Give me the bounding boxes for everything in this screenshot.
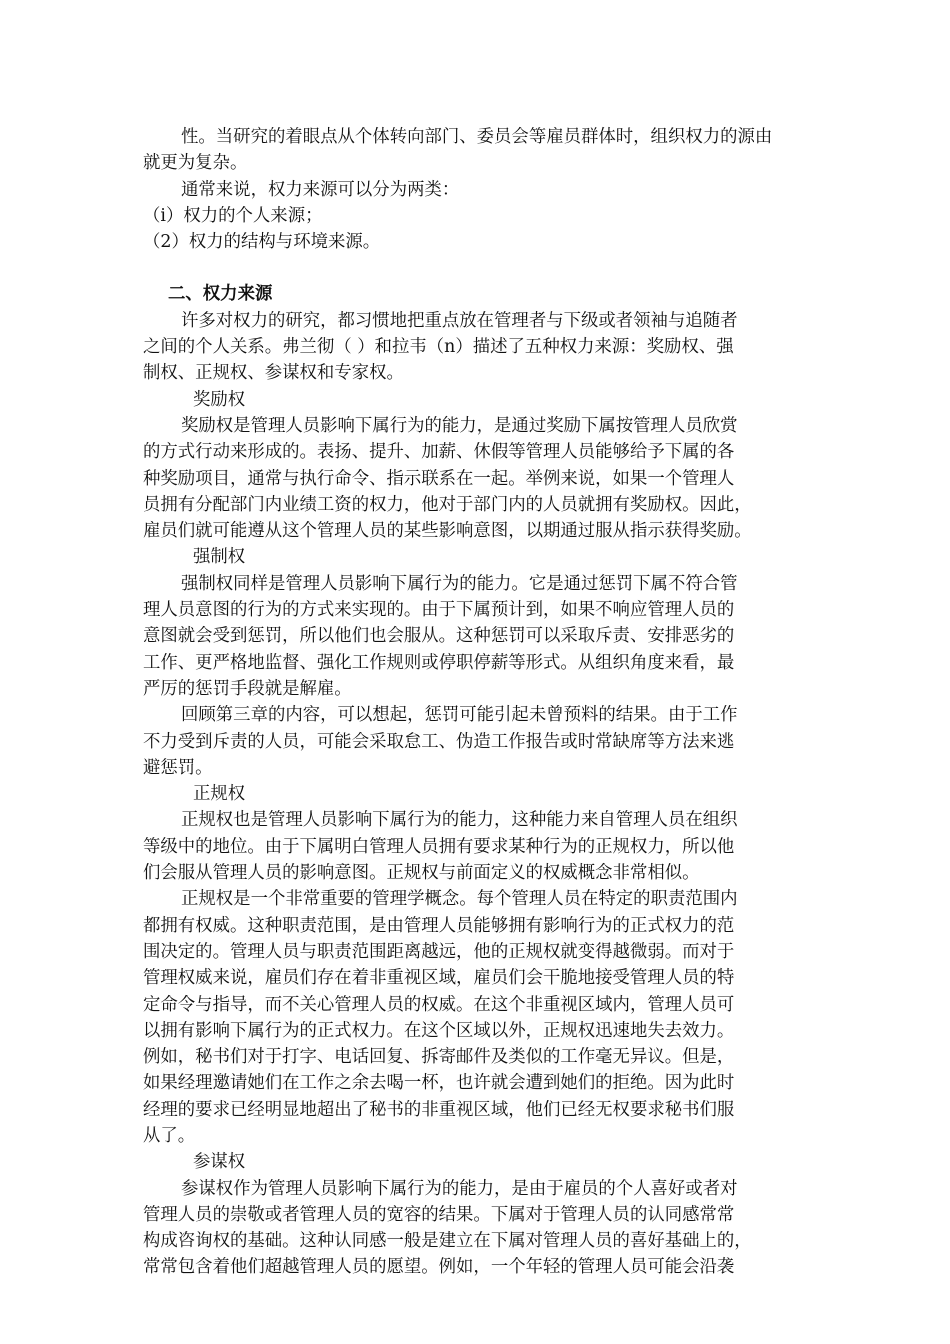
text-line: 正规权是一个非常重要的管理学概念。每个管理人员在特定的职责范围内: [181, 889, 738, 910]
paragraph: [143, 886, 823, 1149]
text-line: 工作、更严格地监督、强化工作规则或停职停薪等形式。从组织角度来看，最: [143, 652, 735, 673]
text-line: （2）权力的结构与环境来源。: [143, 232, 381, 253]
paragraph-gap: [143, 255, 823, 281]
text-line: 就更为复杂。: [143, 153, 248, 174]
text-line: 定命令与指导，而不关心管理人员的权威。在这个非重视区域内，管理人员可: [143, 994, 735, 1015]
text-line: 意图就会受到惩罚，所以他们也会服从。这种惩罚可以采取斥责、安排恶劣的: [143, 626, 735, 647]
paragraph: [143, 807, 823, 886]
text-line: 参谋权作为管理人员影响下属行为的能力，是由于雇员的个人喜好或者对: [181, 1178, 738, 1199]
paragraph: [143, 308, 823, 387]
text-line: 回顾第三章的内容，可以想起，惩罚可能引起未曾预料的结果。由于工作: [181, 705, 738, 726]
document-page: [143, 124, 823, 1281]
subsection-heading: [143, 387, 823, 413]
paragraph: [143, 571, 823, 702]
text-line: 理人员意图的行为的方式来实现的。由于下属预计到，如果不响应管理人员的: [143, 600, 735, 621]
subsection-heading: [143, 781, 823, 807]
subsection-heading: [143, 544, 823, 570]
text-line: 的方式行动来形成的。表扬、提升、加薪、休假等管理人员能够给予下属的各: [143, 442, 735, 463]
text-line: 常常包含着他们超越管理人员的愿望。例如，一个年轻的管理人员可能会沿袭: [143, 1257, 735, 1278]
text-line: 正规权: [193, 784, 246, 805]
paragraph: [143, 702, 823, 781]
subsection-heading: [143, 1149, 823, 1175]
text-line: 避惩罚。: [143, 757, 213, 778]
text-line: 强制权同样是管理人员影响下属行为的能力。它是通过惩罚下属不符合管: [181, 573, 738, 594]
text-line: 正规权也是管理人员影响下属行为的能力，这种能力来自管理人员在组织: [181, 810, 738, 831]
text-line: 都拥有权威。这种职责范围，是由管理人员能够拥有影响行为的正式权力的范: [143, 915, 735, 936]
paragraph: [143, 124, 823, 177]
paragraph: [143, 1176, 823, 1281]
text-line: 严厉的惩罚手段就是解雇。: [143, 678, 352, 699]
text-line: 种奖励项目，通常与执行命令、指示联系在一起。举例来说，如果一个管理人: [143, 468, 735, 489]
text-line: 管理权威来说，雇员们存在着非重视区域，雇员们会干脆地接受管理人员的特: [143, 968, 735, 989]
text-line: 管理人员的崇敬或者管理人员的宽容的结果。下属对于管理人员的认同感常常: [143, 1204, 735, 1225]
list-item: [143, 203, 823, 229]
list-item: [143, 229, 823, 255]
text-line: 如果经理邀请她们在工作之余去喝一杯，也许就会遭到她们的拒绝。因为此时: [143, 1073, 735, 1094]
text-line: 不力受到斥责的人员，可能会采取怠工、伪造工作报告或时常缺席等方法来逃: [143, 731, 735, 752]
text-line: 等级中的地位。由于下属明白管理人员拥有要求某种行为的正规权力，所以他: [143, 836, 735, 857]
text-line: 强制权: [193, 547, 246, 568]
text-line: 制权、正规权、参谋权和专家权。: [143, 363, 404, 384]
text-line: （i）权力的个人来源；: [143, 205, 323, 226]
text-line: 奖励权: [193, 389, 246, 410]
text-line: 性。当研究的着眼点从个体转向部门、委员会等雇员群体时，组织权力的源由: [181, 127, 773, 147]
paragraph: [143, 413, 823, 544]
text-line: 员拥有分配部门内业绩工资的权力，他对于部门内的人员就拥有奖励权。因此，: [143, 494, 752, 515]
text-line: 二、权力来源: [168, 284, 273, 305]
text-line: 例如，秘书们对于打字、电话回复、拆寄邮件及类似的工作毫无异议。但是，: [143, 1047, 735, 1068]
text-line: 参谋权: [193, 1152, 246, 1173]
paragraph: [143, 177, 823, 203]
text-line: 构成咨询权的基础。这种认同感一般是建立在下属对管理人员的喜好基础上的，: [143, 1231, 752, 1252]
text-line: 奖励权是管理人员影响下属行为的能力，是通过奖励下属按管理人员欣赏: [181, 415, 738, 436]
text-line: 围决定的。管理人员与职责范围距离越远，他的正规权就变得越微弱。而对于: [143, 941, 735, 962]
text-line: 们会服从管理人员的影响意图。正规权与前面定义的权威概念非常相似。: [143, 863, 700, 884]
text-line: 雇员们就可能遵从这个管理人员的某些影响意图，以期通过服从指示获得奖励。: [143, 521, 752, 542]
section-heading: [143, 281, 823, 307]
text-line: 通常来说，权力来源可以分为两类：: [181, 179, 460, 200]
text-line: 从了。: [143, 1125, 196, 1146]
text-line: 许多对权力的研究，都习惯地把重点放在管理者与下级或者领袖与追随者: [181, 310, 738, 331]
text-line: 经理的要求已经明显地超出了秘书的非重视区域，他们已经无权要求秘书们服: [143, 1099, 735, 1120]
text-line: 之间的个人关系。弗兰彻（ ）和拉韦（n）描述了五种权力来源：奖励权、强: [143, 337, 734, 358]
text-line: 以拥有影响下属行为的正式权力。在这个区域以外，正规权迅速地失去效力。: [143, 1020, 735, 1041]
